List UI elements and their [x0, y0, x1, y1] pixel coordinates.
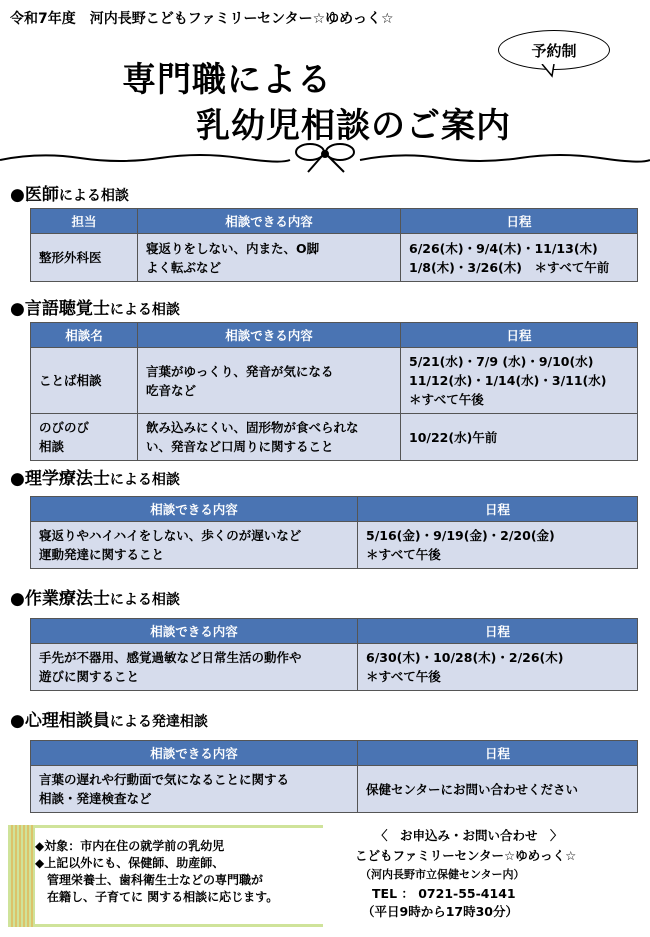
section-ot-title: ●作業療法士 [10, 589, 110, 609]
cell-schedule: 5/21(水)・7/9 (水)・9/10(水) 11/12(水)・1/14(水)・3/11(水) ＊すべて午後 [401, 348, 638, 414]
contact-center-name: こどもファミリーセンター☆ゆめっく☆ [355, 848, 577, 863]
section-pt-title: ●理学療法士 [10, 469, 110, 489]
cell-content: 言葉がゆっくり、発音が気になる 吃音など [138, 348, 401, 414]
reservation-badge-label: 予約制 [531, 41, 577, 60]
cell-schedule: 6/26(木)・9/4(木)・11/13(木) 1/8(木)・3/26(木) ＊すべて午前 [401, 234, 638, 282]
col-header: 日程 [358, 497, 638, 522]
page-title-line1: 専門職による [122, 60, 332, 100]
table-row [31, 348, 638, 414]
section-speech-suffix: による相談 [109, 302, 180, 318]
cell-content: 寝返りやハイハイをしない、歩くのが遅いなど 運動発達に関すること [31, 522, 358, 569]
psych-table [30, 740, 638, 813]
section-pt-suffix: による相談 [109, 472, 180, 488]
col-header: 日程 [358, 619, 638, 644]
col-header: 相談できる内容 [31, 741, 358, 766]
col-header: 日程 [401, 323, 638, 348]
header-line: 令和7年度 河内長野こどもファミリーセンター☆ゆめっく☆ [10, 11, 394, 27]
cell-schedule: 保健センターにお問い合わせください [358, 766, 638, 813]
cell-content: 飲み込みにくい、固形物が食べられな い、発音など口周りに関すること [138, 414, 401, 461]
section-speech-title: ●言語聴覚士 [10, 299, 110, 319]
col-header: 相談できる内容 [31, 619, 358, 644]
col-header: 相談できる内容 [138, 209, 401, 234]
table-row [31, 766, 638, 813]
section-speech-head [10, 294, 180, 319]
table-header-row [31, 497, 638, 522]
cell-consult-name: ことば相談 [31, 348, 138, 414]
table-row [31, 414, 638, 461]
table-row [31, 644, 638, 691]
cell-schedule: 10/22(水)午前 [401, 414, 638, 461]
cell-schedule: 5/16(金)・9/19(金)・2/20(金) ＊すべて午後 [358, 522, 638, 569]
table-header-row [31, 619, 638, 644]
footer-line: 管理栄養士、歯科衛生士などの専門職が [35, 873, 264, 887]
doctor-table [30, 208, 638, 282]
table-header-row [31, 741, 638, 766]
ot-table [30, 618, 638, 691]
ribbon-divider-icon [0, 138, 650, 178]
speech-table [30, 322, 638, 461]
cell-content: 手先が不器用、感覚過敏など日常生活の動作や 遊びに関すること [31, 644, 358, 691]
section-pt-head [10, 464, 180, 489]
section-psych-title: ●心理相談員 [10, 711, 110, 731]
contact-phone[interactable]: TEL ： 0721-55-4141 [372, 886, 516, 901]
cell-content: 寝返りをしない、内また、O脚 よく転ぶなど [138, 234, 401, 282]
footer-line: ◆上記以外にも、保健師、助産師、 [35, 856, 225, 870]
col-header: 相談できる内容 [31, 497, 358, 522]
section-psych-head [10, 706, 208, 731]
col-header: 担当 [31, 209, 138, 234]
striped-border-icon [8, 825, 35, 927]
table-header-row [31, 323, 638, 348]
col-header: 相談名 [31, 323, 138, 348]
footer-line: 在籍し、子育てに 関する相談に応じます。 [35, 890, 279, 904]
cell-consult-name: のびのび 相談 [31, 414, 138, 461]
col-header: 日程 [401, 209, 638, 234]
cell-content: 言葉の遅れや行動面で気になることに関する 相談・発達検査など [31, 766, 358, 813]
section-ot-suffix: による相談 [109, 592, 180, 608]
cell-staff: 整形外科医 [31, 234, 138, 282]
pt-table [30, 496, 638, 569]
table-row [31, 234, 638, 282]
cell-schedule: 6/30(木)・10/28(木)・2/26(木) ＊すべて午後 [358, 644, 638, 691]
page-title-line2: 乳幼児相談のご案内 [196, 106, 511, 146]
table-row [31, 522, 638, 569]
contact-location: （河内長野市立保健センター内） [360, 868, 525, 881]
footer-line: ◆対象：市内在住の就学前の乳幼児 [35, 839, 225, 853]
footer-notice [35, 828, 323, 924]
col-header: 相談できる内容 [138, 323, 401, 348]
section-doctor-head [10, 180, 129, 205]
badge-tail-icon [540, 64, 560, 78]
section-ot-head [10, 584, 180, 609]
section-psych-suffix: による発達相談 [109, 714, 208, 730]
section-doctor-suffix: による相談 [58, 188, 129, 204]
table-header-row [31, 209, 638, 234]
section-doctor-title: ●医師 [10, 185, 59, 205]
contact-heading: 〈 お申込み・お問い合わせ 〉 [375, 828, 563, 843]
col-header: 日程 [358, 741, 638, 766]
contact-hours: （平日9時から17時30分） [362, 904, 518, 919]
